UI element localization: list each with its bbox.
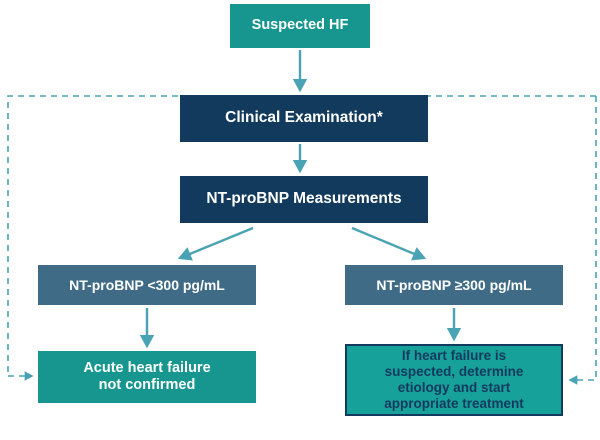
node-label: Acute heart failure not confirmed	[83, 359, 211, 393]
node-ntprobnp-measurements	[180, 176, 428, 223]
node-label: NT-proBNP <300 pg/mL	[69, 276, 225, 293]
node-suspected-hf	[230, 4, 370, 48]
node-ntprobnp-low	[38, 265, 256, 305]
node-suspected-determine-etiology	[345, 344, 563, 416]
node-ntprobnp-high	[345, 265, 563, 305]
arrow-ntprobnp-to-high	[352, 228, 424, 258]
node-label: NT-proBNP ≥300 pg/mL	[376, 276, 532, 293]
node-label: Suspected HF	[251, 17, 349, 34]
arrow-ntprobnp-to-low	[180, 228, 253, 258]
node-clinical-examination	[180, 95, 428, 142]
node-acute-heart-failure-not-confirmed	[38, 351, 256, 403]
node-label: NT-proBNP Measurements	[206, 190, 402, 208]
node-label: Clinical Examination*	[225, 109, 383, 127]
node-label: If heart failure is suspected, determine etiology and start appropriate treatment	[384, 348, 524, 411]
